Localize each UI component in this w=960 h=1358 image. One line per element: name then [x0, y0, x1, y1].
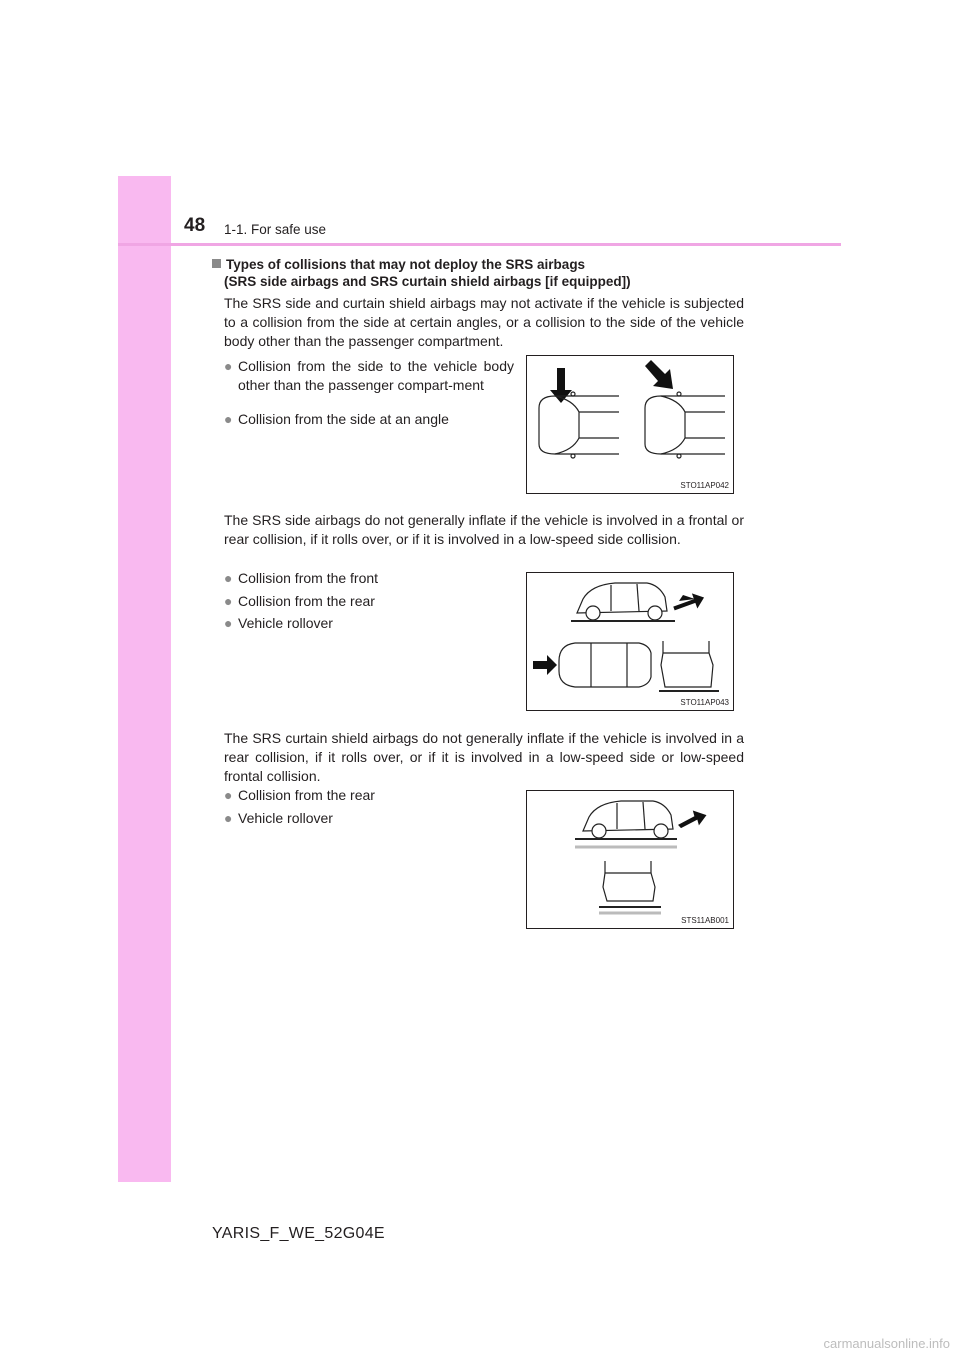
bullet-icon: ● — [224, 787, 233, 803]
figure-side-angle-collision — [526, 355, 734, 494]
section-heading — [212, 256, 744, 290]
list-item: ● Collision from the rear — [224, 593, 375, 609]
page-number: 48 — [184, 215, 206, 236]
figure-front-rear-rollover — [526, 572, 734, 711]
bullet-icon: ● — [224, 593, 233, 609]
bullet-icon: ● — [224, 810, 233, 826]
figure-code: STO11AP043 — [680, 698, 729, 707]
bullet-icon: ● — [224, 615, 233, 631]
section-title: 1-1. For safe use — [224, 222, 327, 237]
figure-rear-rollover — [526, 790, 734, 929]
list-item: ● Vehicle rollover — [224, 810, 333, 826]
car-top-view-illustration — [527, 356, 733, 493]
figure-code: STO11AP042 — [680, 481, 729, 490]
car-rear-rollover-illustration — [527, 791, 733, 928]
paragraph-1: The SRS side and curtain shield airbags may not activate if the vehicle is subjected to a collision from the side at certain angles, or a collision to the side of the vehicle body other than the passenger compartment. — [224, 295, 744, 349]
header-rule — [118, 243, 841, 246]
paragraph-2: The SRS side airbags do not generally inflate if the vehicle is involved in a frontal or rear collision, if it rolls over, or if it is involved in a low-speed side collision. — [224, 512, 744, 547]
list-item: ● Collision from the side to the vehicle body other than the passenger compart-ment — [224, 358, 514, 393]
list-item: ● Collision from the front — [224, 570, 379, 586]
bullet-icon: ● — [224, 411, 233, 427]
list-item: ● Collision from the rear — [224, 787, 375, 803]
bullet-icon: ● — [224, 358, 233, 374]
list-item: ● Collision from the side at an angle — [224, 411, 449, 427]
sidebar-tab — [118, 176, 171, 1182]
car-collision-illustration — [527, 573, 733, 710]
watermark: carmanualsonline.info — [823, 1336, 950, 1351]
square-bullet-icon — [212, 259, 221, 268]
heading-line-1: Types of collisions that may not deploy the SRS airbags — [226, 257, 586, 272]
bullet-icon: ● — [224, 570, 233, 586]
paragraph-3: The SRS curtain shield airbags do not generally inflate if the vehicle is involved in a rear collision, if it rolls over, or if it is involved in a low-speed side or low-speed frontal collision. — [224, 730, 744, 784]
heading-line-2: (SRS side airbags and SRS curtain shield airbags [if equipped]) — [224, 274, 631, 289]
figure-code: STS11AB001 — [681, 916, 729, 925]
document-code: YARIS_F_WE_52G04E — [212, 1225, 385, 1242]
list-item: ● Vehicle rollover — [224, 615, 333, 631]
